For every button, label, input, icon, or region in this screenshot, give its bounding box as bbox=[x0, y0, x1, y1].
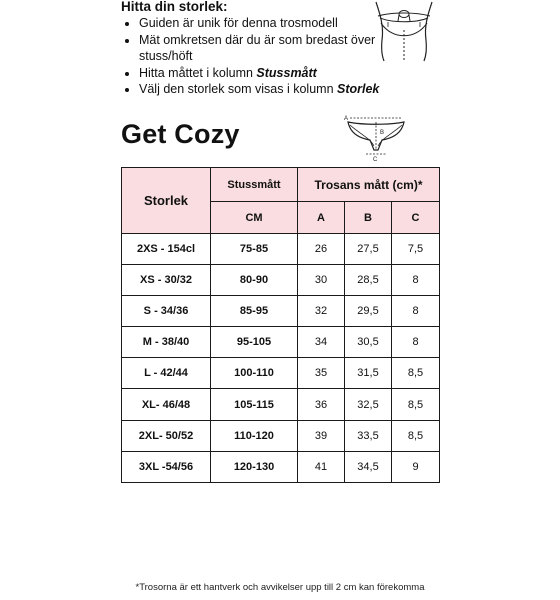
stussmatt-cell: 100-110 bbox=[211, 358, 298, 389]
diagram-label-a: A bbox=[344, 116, 349, 122]
guide-item: • Hitta måttet i kolumn Stussmått bbox=[139, 65, 421, 82]
stussmatt-cell: 75-85 bbox=[211, 234, 298, 265]
size-cell: XL- 46/48 bbox=[122, 389, 211, 420]
size-table bbox=[121, 167, 440, 483]
measuring-hips-illustration bbox=[362, 0, 442, 62]
size-cell: M - 38/40 bbox=[122, 327, 211, 358]
guide-item: • Guiden är unik för denna trosmodell bbox=[139, 15, 421, 32]
b-cell: 29,5 bbox=[345, 296, 392, 327]
c-cell: 9 bbox=[392, 451, 440, 482]
header-stussmatt: Stussmått bbox=[211, 168, 298, 202]
table-row bbox=[122, 420, 440, 451]
a-cell: 39 bbox=[298, 420, 345, 451]
stussmatt-cell: 85-95 bbox=[211, 296, 298, 327]
b-cell: 34,5 bbox=[345, 451, 392, 482]
header-c: C bbox=[392, 202, 440, 234]
a-cell: 36 bbox=[298, 389, 345, 420]
table-row bbox=[122, 265, 440, 296]
size-cell: XS - 30/32 bbox=[122, 265, 211, 296]
a-cell: 41 bbox=[298, 451, 345, 482]
c-cell: 7,5 bbox=[392, 234, 440, 265]
header-trosans-matt: Trosans mått (cm)* bbox=[298, 168, 440, 202]
brand-title: Get Cozy bbox=[121, 119, 240, 149]
stussmatt-cell: 120-130 bbox=[211, 451, 298, 482]
guide-title: Hitta din storlek: bbox=[121, 0, 228, 14]
a-cell: 35 bbox=[298, 358, 345, 389]
size-cell: S - 34/36 bbox=[122, 296, 211, 327]
a-cell: 30 bbox=[298, 265, 345, 296]
table-row bbox=[122, 296, 440, 327]
table-row bbox=[122, 327, 440, 358]
b-cell: 30,5 bbox=[345, 327, 392, 358]
b-cell: 28,5 bbox=[345, 265, 392, 296]
c-cell: 8,5 bbox=[392, 420, 440, 451]
b-cell: 31,5 bbox=[345, 358, 392, 389]
c-cell: 8,5 bbox=[392, 358, 440, 389]
size-cell: L - 42/44 bbox=[122, 358, 211, 389]
header-storlek: Storlek bbox=[122, 168, 211, 234]
table-row bbox=[122, 358, 440, 389]
stussmatt-cell: 95-105 bbox=[211, 327, 298, 358]
table-row bbox=[122, 234, 440, 265]
size-cell: 3XL -54/56 bbox=[122, 451, 211, 482]
a-cell: 26 bbox=[298, 234, 345, 265]
stussmatt-cell: 105-115 bbox=[211, 389, 298, 420]
c-cell: 8 bbox=[392, 296, 440, 327]
brief-measurement-diagram bbox=[342, 112, 410, 162]
b-cell: 32,5 bbox=[345, 389, 392, 420]
a-cell: 34 bbox=[298, 327, 345, 358]
b-cell: 33,5 bbox=[345, 420, 392, 451]
c-cell: 8,5 bbox=[392, 389, 440, 420]
stussmatt-cell: 80-90 bbox=[211, 265, 298, 296]
guide-item: • Välj den storlek som visas i kolumn Storlek bbox=[139, 81, 421, 98]
size-cell: 2XS - 154cl bbox=[122, 234, 211, 265]
c-cell: 8 bbox=[392, 265, 440, 296]
a-cell: 32 bbox=[298, 296, 345, 327]
c-cell: 8 bbox=[392, 327, 440, 358]
table-row bbox=[122, 389, 440, 420]
table-row bbox=[122, 451, 440, 482]
diagram-label-c: C bbox=[373, 157, 378, 162]
size-cell: 2XL- 50/52 bbox=[122, 420, 211, 451]
header-cm: CM bbox=[211, 202, 298, 234]
stussmatt-cell: 110-120 bbox=[211, 420, 298, 451]
footnote: *Trosorna är ett hantverk och avvikelser upp till 2 cm kan förekomma bbox=[135, 582, 425, 593]
header-a: A bbox=[298, 202, 345, 234]
b-cell: 27,5 bbox=[345, 234, 392, 265]
guide-item: • Mät omkretsen där du är som bredast över stuss/höft bbox=[139, 32, 421, 65]
diagram-label-b: B bbox=[380, 130, 385, 136]
header-b: B bbox=[345, 202, 392, 234]
